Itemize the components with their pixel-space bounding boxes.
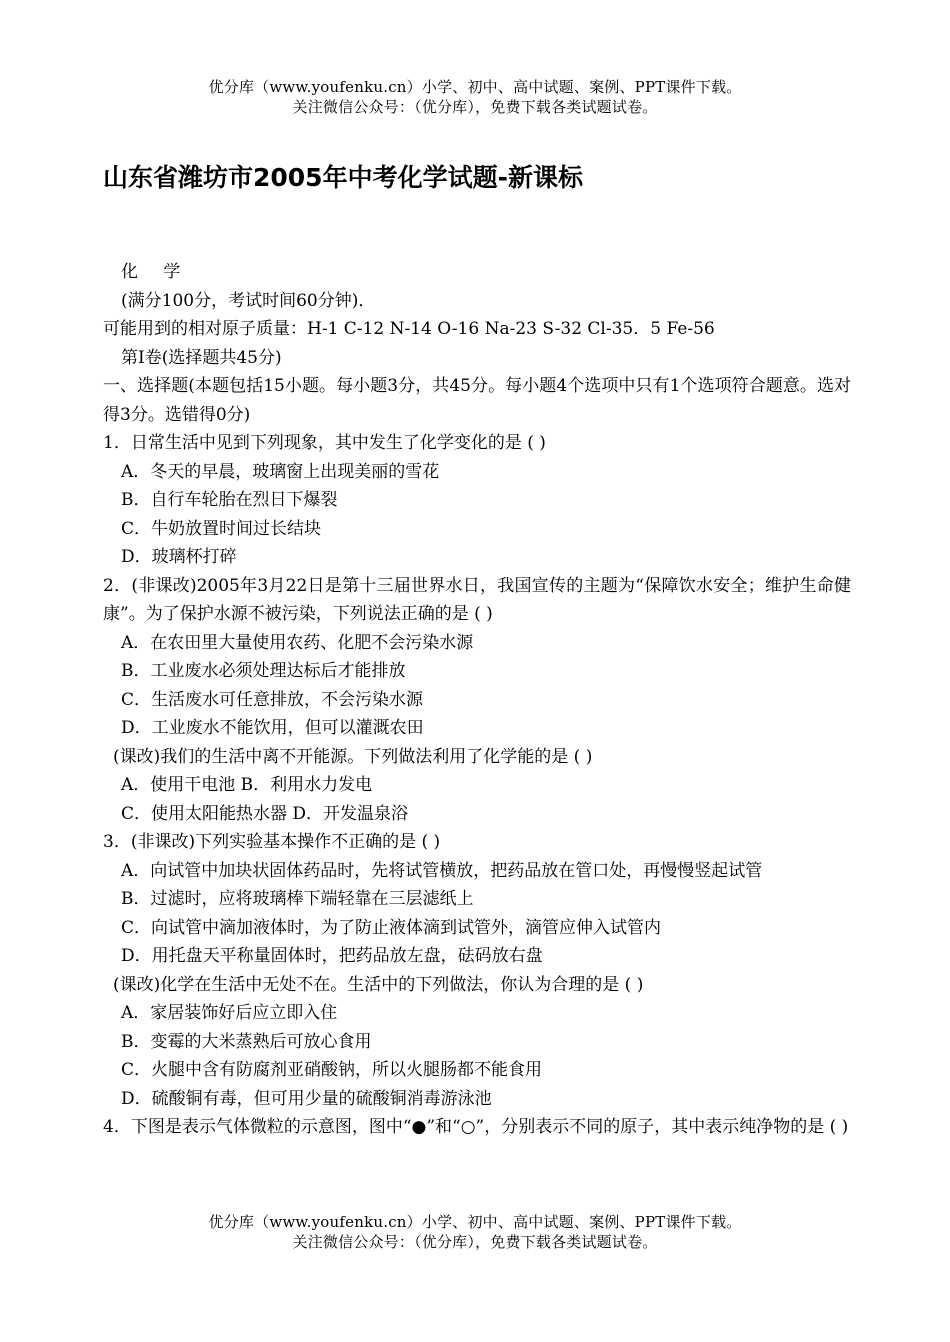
footer-line-1: 优分库（www.youfenku.cn）小学、初中、高中试题、案例、PPT课件下载。 [208, 1213, 742, 1231]
header-line-2: 关注微信公众号：（优分库），免费下载各类试题试卷。 [292, 98, 658, 116]
question-2-option-d: D．工业废水不能饮用，但可以灌溉农田 [121, 718, 424, 738]
page-header [0, 77, 950, 117]
question-3-alt-option-c: C．火腿中含有防腐剂亚硝酸钠，所以火腿肠都不能食用 [121, 1060, 543, 1080]
question-2-option-b: B．工业废水必须处理达标后才能排放 [121, 661, 406, 681]
question-2-stem: 2．(非课改)2005年3月22日是第十三届世界水日，我国宣传的主题为“保障饮水安全；维护生命健康”。为了保护水源不被污染，下列说法正确的是 ( ) [103, 575, 851, 624]
question-2-alt-options-ab: A．使用干电池 B．利用水力发电 [121, 775, 373, 795]
question-2-alt-options-cd: C．使用太阳能热水器 D．开发温泉浴 [121, 803, 409, 824]
question-2-alt-stem: (课改)我们的生活中离不开能源。下列做法利用了化学能的是 ( ) [113, 746, 593, 767]
question-3-option-c: C．向试管中滴加液体时，为了防止液体滴到试管外，滴管应伸入试管内 [121, 917, 662, 938]
footer-line-2: 关注微信公众号：（优分库），免费下载各类试题试卷。 [292, 1233, 658, 1251]
document-title: 山东省潍坊市2005年中考化学试题-新课标 [103, 163, 583, 192]
question-1-stem: 1．日常生活中见到下列现象，其中发生了化学变化的是 ( ) [103, 433, 546, 453]
question-2-option-a: A．在农田里大量使用农药、化肥不会污染水源 [121, 632, 474, 653]
part-1-heading: 第Ⅰ卷(选择题共45分) [121, 347, 282, 368]
exam-body [103, 258, 851, 1142]
question-3-alt-option-b: B．变霉的大米蒸熟后可放心食用 [121, 1031, 372, 1052]
question-3-option-d: D．用托盘天平称量固体时，把药品放左盘，砝码放右盘 [121, 946, 543, 966]
question-3-option-b: B．过滤时，应将玻璃棒下端轻靠在三层滤纸上 [121, 889, 474, 909]
atomic-mass-note: 可能用到的相对原子质量：H-1 C-12 N-14 O-16 Na-23 S-32 Cl-35．5 Fe-56 [103, 319, 715, 339]
question-1-option-a: A．冬天的早晨，玻璃窗上出现美丽的雪花 [121, 461, 440, 482]
question-4-stem: 4．下图是表示气体微粒的示意图，图中“●”和“○”，分别表示不同的原子，其中表示纯净物的是 ( ) [103, 1117, 849, 1137]
question-3-stem: 3．(非课改)下列实验基本操作不正确的是 ( ) [103, 832, 441, 852]
question-1-option-d: D．玻璃杯打碎 [121, 547, 237, 567]
question-3-alt-stem: (课改)化学在生活中无处不在。生活中的下列做法，你认为合理的是 ( ) [113, 974, 644, 995]
question-1-option-b: B．自行车轮胎在烈日下爆裂 [121, 490, 338, 510]
question-3-option-a: A．向试管中加块状固体药品时，先将试管横放，把药品放在管口处，再慢慢竖起试管 [121, 860, 763, 881]
page-footer [0, 1212, 950, 1252]
score-time-note: (满分100分，考试时间60分钟)． [121, 290, 376, 311]
question-3-alt-option-a: A．家居装饰好后应立即入住 [121, 1003, 338, 1023]
question-1-option-c: C．牛奶放置时间过长结块 [121, 518, 322, 539]
subject-label: 化 学 [121, 262, 191, 282]
question-3-alt-option-d: D．硫酸铜有毒，但可用少量的硫酸铜消毒游泳池 [121, 1088, 492, 1109]
header-line-1: 优分库（www.youfenku.cn）小学、初中、高中试题、案例、PPT课件下载。 [208, 78, 742, 96]
question-2-option-c: C．生活废水可任意排放，不会污染水源 [121, 689, 424, 710]
section-1-instructions: 一、选择题(本题包括15小题。每小题3分，共45分。每小题4个选项中只有1个选项符合题意。选对得3分。选错得0分) [103, 376, 851, 425]
